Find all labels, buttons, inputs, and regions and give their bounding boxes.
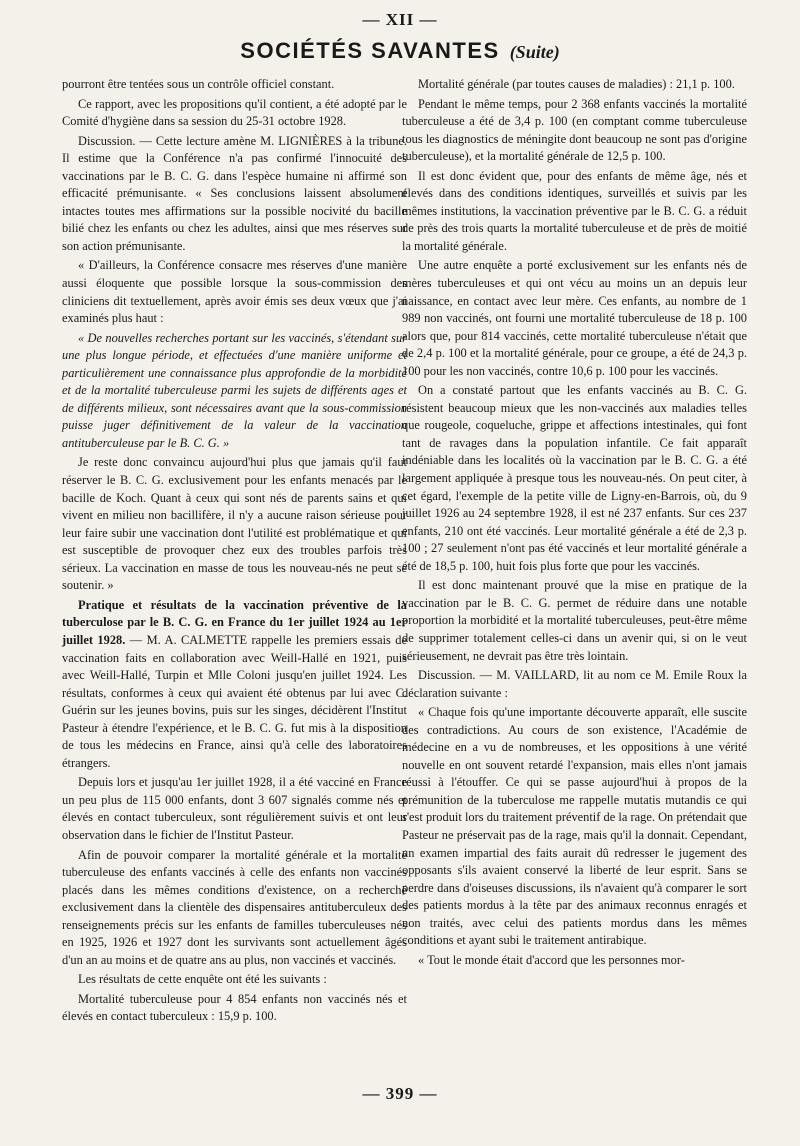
paragraph — [62, 76, 407, 94]
page-number: — 399 — — [362, 1084, 438, 1103]
paragraph — [402, 667, 747, 702]
page-roman-numeral: — XII — — [362, 10, 438, 29]
paragraph-text: Les résultats de cette enquête ont été les suivants : — [78, 972, 327, 987]
paragraph-text: Une autre enquête a porté exclusivement sur les enfants nés de mères tuberculeuses et qui ont vécu au moins un an depuis leur naissance, en contact avec leur mère. Ces enfants, au nombre de 1 989 non vaccinés, ont fourni une mortalité tuberculeuse de 18 p. 100 alors que, pour 814 vaccinés, cette mortalité tuberculeuse n'était que de 2,4 p. 100 et la mortalité générale, pour ce groupe, a été de 24,3 p. 100 pour les non vaccinés, contre 10,6 p. 100 pour les vaccinés. — [402, 258, 747, 378]
paragraph — [402, 382, 747, 575]
paragraph-continuation: — M. A. CALMETTE rappelle les premiers essais de vaccination faits en collaboration avec Weill-Hallé en 1921, puis avec Weill-Hallé, Turpin et Mlle Coloni jusqu'en juillet 1924. Les résultats, conformes à ceux qui avaient été obtenus par lui avec C. Guérin sur les jeunes bovins, puis sur les singes, décidèrent l'Institut Pasteur à étendre l'expérience, et le B. C. G. fut mis à la disposition de tous les médecins en France, ainsi qu'à celle des laboratoires étrangers. — [62, 632, 407, 770]
paragraph — [402, 96, 747, 166]
paragraph-text: Mortalité générale (par toutes causes de maladies) : 21,1 p. 100. — [418, 77, 735, 91]
paragraph — [402, 76, 747, 94]
paragraph — [62, 133, 407, 256]
paragraph-text: Ce rapport, avec les propositions qu'il contient, a été adopté par le Comité d'hygiène dans sa session du 25-31 octobre 1928. — [62, 96, 407, 129]
section-title — [0, 38, 800, 64]
paragraph-text: Discussion. — Cette lecture amène M. LIGNIÈRES à la tribune. Il estime que la Conférence n'a pas confirmé l'innocuité des vaccinations par le B. C. G. dans l'espèce humaine ni affirmé son efficacité prémunisante. « Ses conclusions laissent absolument intactes toutes mes affirmations sur la possible nocivité du bacille bilié chez les enfants ou chez les adultes, ainsi que mes réserves sur son action prémunisante. — [62, 133, 407, 253]
paragraph-text: Mortalité tuberculeuse pour 4 854 enfants non vaccinés nés et élevés en contact tuberculeux : 15,9 p. 100. — [62, 991, 407, 1024]
paragraph — [402, 257, 747, 380]
paragraph-text: « De nouvelles recherches portant sur les vaccinés, s'étendant sur une plus longue période, et effectuées d'une manière uniforme et particulièrement une connaissance plus approfondie de la morbidité et de la mortalité tuberculeuse parmi les sujets de différents ages et de différents milieux, sont nécessaires avant que la sous-commission puisse juger définitivement de la valeur de la vaccination antituberculeuse par le B. C. G. » — [62, 330, 407, 450]
paragraph — [62, 597, 407, 772]
section-title-main: SOCIÉTÉS SAVANTES — [240, 38, 500, 63]
paragraph-text: Il est donc maintenant prouvé que la mise en pratique de la vaccination par le B. C. G. permet de réduire dans une notable proportion la morbidité et la mortalité tuberculeuses, peut-être même de supprimer totalement celles-ci dans un avenir qui, si on le veut sérieusement, ne devrait pas être très lointain. — [402, 578, 747, 663]
paragraph — [62, 971, 407, 989]
paragraph-text: Discussion. — M. VAILLARD, lit au nom ce M. Emile Roux la déclaration suivante : — [402, 668, 747, 700]
paragraph-text: Il est donc évident que, pour des enfants de même âge, nés et élevés dans des conditions identiques, surveillés et suivis par les mêmes institutions, la vaccination préventive par le B. C. G. a réduit de près des trois quarts la mortalité tuberculeuse et de près de moitié la mortalité générale. — [402, 168, 747, 253]
paragraph-text: Pratique et résultats de la vaccination préventive de la tuberculose par le B. C. G. en France du 1er juillet 1924 au 1er juillet 1928. — [62, 597, 407, 647]
paragraph-text: Je reste donc convaincu aujourd'hui plus que jamais qu'il faut réserver le B. C. G. exclusivement pour les enfants menacés par le bacille de Koch. Quant à ceux qui sont nés de parents sains et qui vivent en milieu non bacillifère, il n'y a aucune raison sérieuse pour leur faire subir une vaccination dont l'utilité est problématique et qui est susceptible de provoquer chez eux des troubles parfois très sérieux. La vaccination en masse de tous les nouveau-nés ne peut se soutenir. » — [62, 455, 407, 593]
paragraph — [62, 454, 407, 594]
paragraph — [62, 96, 407, 131]
paragraph-text: « Chaque fois qu'une importante découverte apparaît, elle suscite des contradictions. Au cours de son existence, l'Académie de médecine en a vu de nombreuses, et les oppositions à une vérité nouvelle en ont souvent retardé l'expansion, mais elles n'ont jamais réussi à l'étouffer. Ce qui se passe aujourd'hui à propos de la prémunition de la tuberculose me rappelle mutatis mutandis ce qui s'est produit lors du traitement préventif de la rage. On prétendait que Pasteur ne préservait pas de la rage, mais qu'il la donnait. Cependant, un examen impartial des faits aurait dû redresser le jugement des opposants s'ils avaient conservé la liberté de leur esprit. Sans se perdre dans d'oiseuses discussions, ils n'avaient qu'à comparer le sort des patients mordus à la tête par des animaux reconnus enragés et non traités, avec celui des patients mordus dans les mêmes conditions et ayant subi le traitement antirabique. — [402, 705, 747, 948]
paragraph-text: On a constaté partout que les enfants vaccinés au B. C. G. résistent beaucoup mieux que les non-vaccinés aux maladies telles que rougeole, coqueluche, grippe et affections intestinales, qui font tant de ravages dans la population infantile. Ce fait apparaît indéniable dans les localités où la vaccination par le B. C. G. a été largement appliquée à presque tous les nouveau-nés. On peut citer, à cet égard, l'exemple de la petite ville de Ligny-en-Barrois, où, du 9 juillet 1926 au 24 septembre 1928, il est né 237 enfants. Sur ces 237 enfants, 210 ont été vaccinés. Leur mortalité générale a été de 2,3 p. 100 ; 27 seulement n'ont pas été vaccinés et leur mortalité générale a été de 18,5 p. 100, huit fois plus forte que pour les vaccinés. — [402, 383, 747, 573]
paragraph — [62, 991, 407, 1026]
paragraph — [62, 330, 407, 453]
paragraph — [402, 577, 747, 665]
paragraph — [402, 952, 747, 970]
right-column — [402, 76, 747, 971]
paragraph-text: « D'ailleurs, la Conférence consacre mes réserves d'une manière aussi éloquente que possible lorsque la sous-commission des cliniciens dit textuellement, après avoir émis ses deux vœux que j'ai examinés plus haut : — [62, 258, 407, 326]
paragraph-text: « Tout le monde était d'accord que les personnes mor- — [418, 952, 685, 967]
left-column — [62, 76, 407, 1028]
paragraph — [62, 847, 407, 970]
section-title-suite: (Suite) — [509, 42, 560, 62]
paragraph — [62, 774, 407, 844]
paragraph-text: Afin de pouvoir comparer la mortalité générale et la mortalité tuberculeuse des enfants vaccinés à celle des enfants non vaccinés placés dans les mêmes conditions d'existence, on a recherché exclusivement dans la clientèle des dispensaires antituberculeux des renseignements précis sur les enfants de familles tuberculeuses nés en 1925, 1926 et 1927 dont les survivants sont actuellement âgés d'un an au moins et de quatre ans au plus, non vaccinés et vaccinés. — [62, 847, 407, 967]
paragraph — [62, 257, 407, 327]
paragraph-text: Pendant le même temps, pour 2 368 enfants vaccinés la mortalité tuberculeuse a été de 3,4 p. 100 (en comptant comme tuberculeuse tous les diagnostics de méningite dont beaucoup ne sont pas d'origine tuberculeuse), et la mortalité générale de 12,5 p. 100. — [402, 96, 747, 164]
paragraph-text: pourront être tentées sous un contrôle officiel constant. — [62, 77, 335, 91]
paragraph-text: Depuis lors et jusqu'au 1er juillet 1928, il a été vacciné en France un peu plus de 115 000 enfants, dont 3 607 signalés comme nés et élevés en contact tuberculeux, sont régulièrement suivis et ont leur observation dans le fichier de l'Institut Pasteur. — [62, 775, 407, 842]
paragraph — [402, 168, 747, 256]
paragraph — [402, 704, 747, 950]
